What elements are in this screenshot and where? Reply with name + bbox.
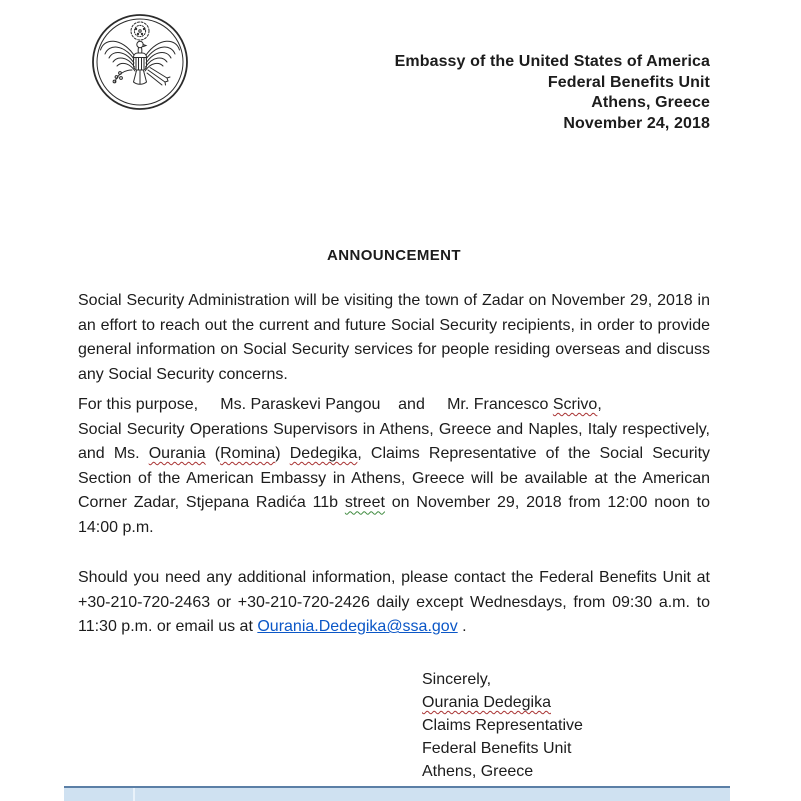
eagle-seal-icon [90, 6, 190, 118]
p2-rest-mid: , Claims Representative of the Social Security Section of the American Embassy in Athens, Greece will be available at the American Corner Zadar, Stjepana Radića 11b [78, 445, 711, 512]
us-great-seal [90, 6, 190, 118]
signature-block [422, 668, 583, 783]
paragraph-officials [78, 393, 710, 541]
announcement-title: ANNOUNCEMENT [327, 247, 461, 264]
signature-closing: Sincerely, [422, 671, 492, 688]
p2-misspelled-ourania: Ourania [148, 445, 206, 463]
p2-line1-text: For this purpose, Ms. Paraskevi Pangou and Mr. Francesco [78, 396, 553, 413]
p2-misspelled-romina: Romina [220, 445, 276, 463]
letterhead-unit-line: Federal Benefits Unit [547, 73, 710, 91]
signature-unit: Federal Benefits Unit [422, 740, 572, 757]
paragraph-visit-notice: Social Security Administration will be visiting the town of Zadar on November 29, 2018 in an effort to reach out the current and future Social Security recipients, in order to provide general information on Social Security services for people residing overseas and discuss any Social Security concerns. [78, 292, 710, 383]
p3-pre-text: Should you need any additional information, please contact the Federal Benefits Unit at +30-210-720-2463 or +30-210-720-2426 daily except Wednesdays, from 09:30 a.m. to 11:30 p.m. or email us at [78, 569, 710, 636]
p2-rest-post: on November 29, 2018 from 12:00 noon to 14:00 p.m. [78, 494, 710, 536]
p3-post-text: . [457, 618, 467, 636]
p2-paren-open: ( [205, 445, 221, 463]
p2-misspelled-scrivo: Scrivo [552, 396, 598, 413]
bottom-table-header-strip [64, 788, 730, 801]
signature-name: Ourania Dedegika [422, 694, 551, 711]
email-link[interactable]: Ourania.Dedegika@ssa.gov [257, 618, 458, 636]
p2-rest-pre: Social Security Operations Supervisors in Athens, Greece and Naples, Italy respectively, and Ms. [78, 420, 710, 463]
letterhead-date-line: November 24, 2018 [563, 114, 710, 132]
letterhead-city-line: Athens, Greece [591, 94, 710, 111]
bottom-table-column-divider [133, 788, 135, 801]
signature-role: Claims Representative [422, 717, 583, 734]
p2-paren-close: ) [275, 445, 290, 463]
signature-location: Athens, Greece [422, 763, 534, 780]
p2-line1-comma: , [597, 396, 602, 413]
p2-misspelled-dedegika: Dedegika [289, 445, 358, 463]
letterhead-embassy-line: Embassy of the United States of America [394, 53, 710, 70]
p2-grammar-street: street [344, 494, 385, 512]
paragraph-contact-info [78, 566, 710, 640]
letterhead-block [395, 52, 710, 134]
